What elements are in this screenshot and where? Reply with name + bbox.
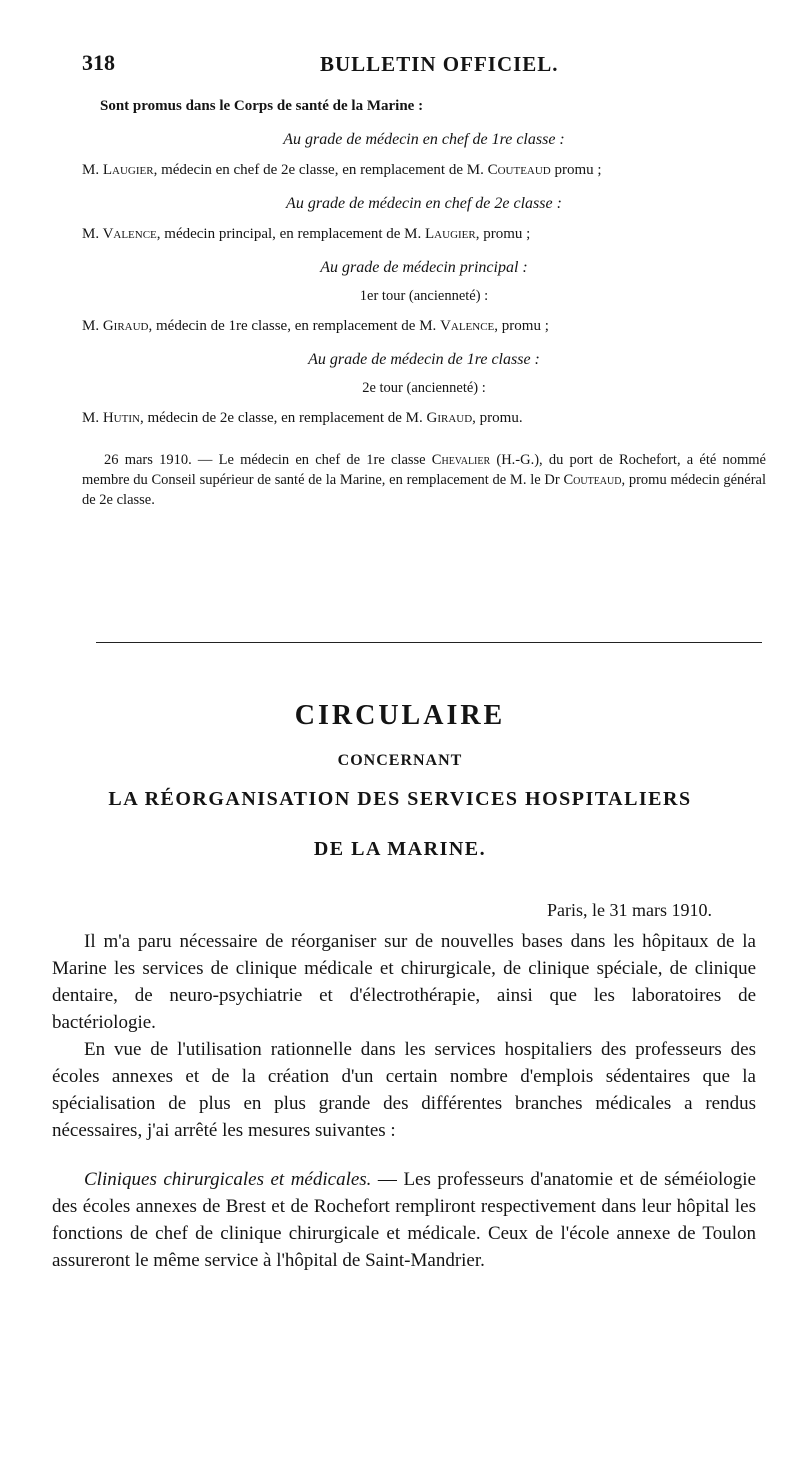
- tour-label: 1er tour (ancienneté) :: [359, 288, 489, 304]
- entry-text: , médecin en chef de 2e classe, en remplacement de M.: [153, 162, 488, 178]
- dateline: Paris, le 31 mars 1910.: [547, 900, 712, 920]
- person-name: M. Giraud: [82, 318, 149, 334]
- section-heading: Cliniques chirurgicales et médicales.: [84, 1169, 372, 1190]
- person-name: Valence: [440, 318, 495, 334]
- entry-text: , médecin principal, en remplacement de M.: [156, 226, 426, 242]
- body-paragraph: [52, 1166, 756, 1274]
- grade-heading: Au grade de médecin de 1re classe :: [308, 351, 540, 368]
- circular-body: [52, 928, 756, 1274]
- grade-heading: Au grade de médecin en chef de 1re classe :: [283, 131, 565, 148]
- page-number: 318: [82, 50, 115, 75]
- section-text: — Les professeurs d'anatomie et de séméiologie des écoles annexes de Brest et de Rochefort rempliront respectivement dans leur hôpital les fonctions de chef de clinique chirurgicale et médicale. Ceux de l'école annexe de Toulon assureront le même service à l'hôpital de Saint-Mandrier.: [52, 1169, 756, 1271]
- person-name: M. Laugier: [82, 162, 154, 178]
- circular-title: CIRCULAIRE: [294, 700, 506, 731]
- circular-concernant: CONCERNANT: [337, 752, 463, 769]
- grade-heading: Au grade de médecin en chef de 2e classe :: [286, 195, 562, 212]
- promotion-entry: [82, 408, 766, 428]
- running-title: BULLETIN OFFICIEL.: [320, 52, 559, 76]
- entry-text: , médecin de 1re classe, en remplacement de M.: [148, 318, 441, 334]
- nomination-paragraph: [82, 450, 766, 510]
- person-name: Laugier: [425, 226, 476, 242]
- person-name: M. Valence: [82, 226, 157, 242]
- tour-label: 2e tour (ancienneté) :: [362, 380, 486, 396]
- person-name: Chevalier: [431, 452, 491, 468]
- circular-subject-line2: DE LA MARINE.: [313, 838, 487, 860]
- promotion-entry: [82, 224, 766, 244]
- body-paragraph: Il m'a paru nécessaire de réorganiser sur de nouvelles bases dans les hôpitaux de la Marine les services de clinique médicale et chirurgicale, de clinique spéciale, de clinique dentaire, de neuro-psychiatrie et d'électrothérapie, ainsi que les laboratoires de bactériologie.: [52, 931, 756, 1033]
- body-paragraph: En vue de l'utilisation rationnelle dans les services hospitaliers des professeurs des écoles annexes et de la création d'un certain nombre d'emplois sédentaires que la spécialisation de plus en plus grande des différentes branches médicales a rendus nécessaires, j'ai arrêté les mesures suivantes :: [52, 1039, 756, 1141]
- promotions-section: [82, 96, 766, 525]
- nomination-text: (H.-G.), du port de Rochefort, a été nommé membre du Conseil supérieur de santé de la Marine, en remplacement de M. le Dr: [82, 452, 766, 488]
- page-header: [82, 50, 740, 84]
- grade-heading: Au grade de médecin principal :: [320, 259, 528, 276]
- entry-tail: , promu ;: [475, 226, 531, 242]
- section-divider: [96, 642, 762, 643]
- promotion-entry: [82, 160, 766, 180]
- entry-tail: , promu ;: [494, 318, 549, 334]
- person-name: Couteaud: [563, 472, 622, 488]
- entry-text: , médecin de 2e classe, en remplacement de M.: [139, 410, 427, 426]
- entry-tail: , promu.: [472, 410, 523, 426]
- nomination-text: 26 mars 1910. — Le médecin en chef de 1re classe: [104, 452, 432, 468]
- nomination-text: , promu médecin général de 2e classe.: [82, 472, 766, 508]
- person-name: M. Hutin: [82, 410, 140, 426]
- person-name: Couteaud: [487, 162, 551, 178]
- entry-tail: promu ;: [550, 162, 602, 178]
- promotion-entry: [82, 316, 766, 336]
- person-name: Giraud: [426, 410, 473, 426]
- promotions-intro: Sont promus dans le Corps de santé de la Marine :: [100, 98, 424, 114]
- circular-subject-line1: LA RÉORGANISATION DES SERVICES HOSPITALIERS: [108, 788, 692, 810]
